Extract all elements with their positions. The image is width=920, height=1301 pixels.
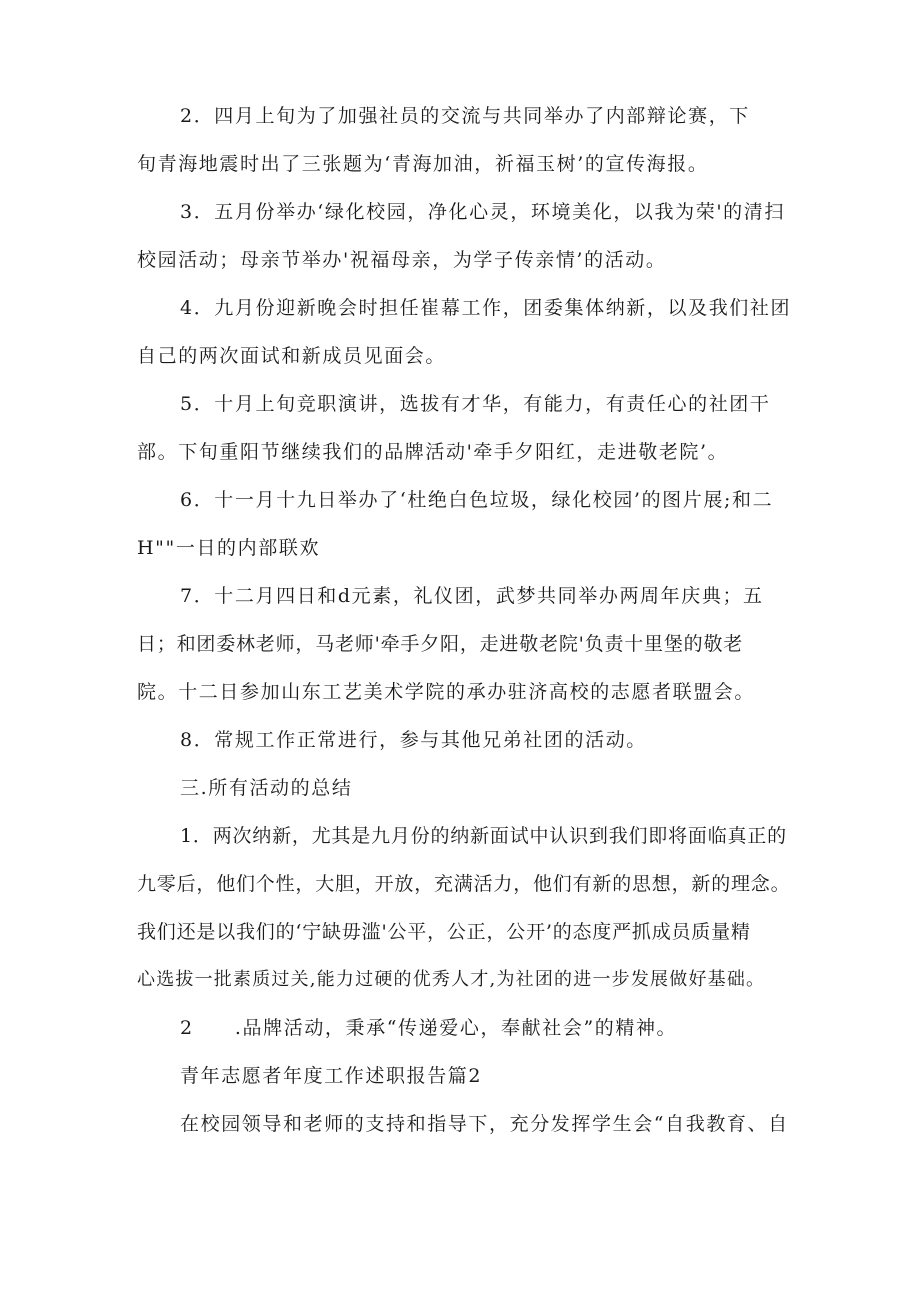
paragraph-6-line-2: H""一日的内部联欢 xyxy=(137,537,321,559)
section-heading: 三.所有活动的总结 xyxy=(180,777,353,799)
summary-1-line-3: 我们还是以我们的‘宁缺毋滥'公平，公正，公开’的态度严抓成员质量精 xyxy=(137,921,751,943)
paragraph-6-line-1: 6．十一月十九日举办了‘杜绝白色垃圾，绿化校园’的图片展;和二 xyxy=(180,489,774,511)
paragraph-5-line-2: 部。下旬重阳节继续我们的品牌活动'牵手夕阳红，走进敬老院’。 xyxy=(137,441,729,463)
paragraph-7-line-3: 院。十二日参加山东工艺美术学院的承办驻济高校的志愿者联盟会。 xyxy=(137,681,756,703)
paragraph-2-line-2: 旬青海地震时出了三张题为‘青海加油，祈福玉树’的宣传海报。 xyxy=(137,153,709,175)
paragraph-4-line-1: 4．九月份迎新晚会时担任崔幕工作，团委集体纳新，以及我们社团 xyxy=(180,297,792,319)
paragraph-3-line-2: 校园活动；母亲节举办'祝福母亲，为学子传亲情’的活动。 xyxy=(137,249,667,271)
summary-1-line-1: 1．两次纳新，尤其是九月份的纳新面试中认识到我们即将面临真正的 xyxy=(180,825,787,847)
paragraph-2-line-1: 2．四月上旬为了加强社员的交流与共同举办了内部辩论赛，下 xyxy=(180,105,750,127)
report-title: 青年志愿者年度工作述职报告篇2 xyxy=(180,1065,483,1087)
paragraph-5-line-1: 5．十月上旬竞职演讲，选拔有才华，有能力，有责任心的社团干 xyxy=(180,393,771,415)
report-intro-line-1: 在校园领导和老师的支持和指导下，充分发挥学生会“自我教育、自 xyxy=(180,1113,789,1135)
paragraph-3-line-1: 3．五月份举办‘绿化校园，净化心灵，环境美化，以我为荣'的清扫 xyxy=(180,201,785,223)
paragraph-7-line-1: 7．十二月四日和d元素，礼仪团，武梦共同举办两周年庆典；五 xyxy=(180,585,764,607)
summary-2-line-1: 2 .品牌活动，秉承“传递爱心，奉献社会”的精神。 xyxy=(180,1017,678,1039)
paragraph-4-line-2: 自己的两次面试和新成员见面会。 xyxy=(137,345,447,367)
paragraph-8-line-1: 8．常规工作正常进行，参与其他兄弟社团的活动。 xyxy=(180,729,647,751)
paragraph-7-line-2: 日；和团委林老师，马老师'牵手夕阳，走进敬老院'负责十里堡的敬老 xyxy=(137,633,744,655)
summary-1-line-2: 九零后，他们个性，大胆，开放，充满活力，他们有新的思想，新的理念。 xyxy=(137,873,791,895)
summary-1-line-4: 心选拔一批素质过关,能力过硬的优秀人才,为社团的进一步发展做好基础。 xyxy=(137,969,766,990)
